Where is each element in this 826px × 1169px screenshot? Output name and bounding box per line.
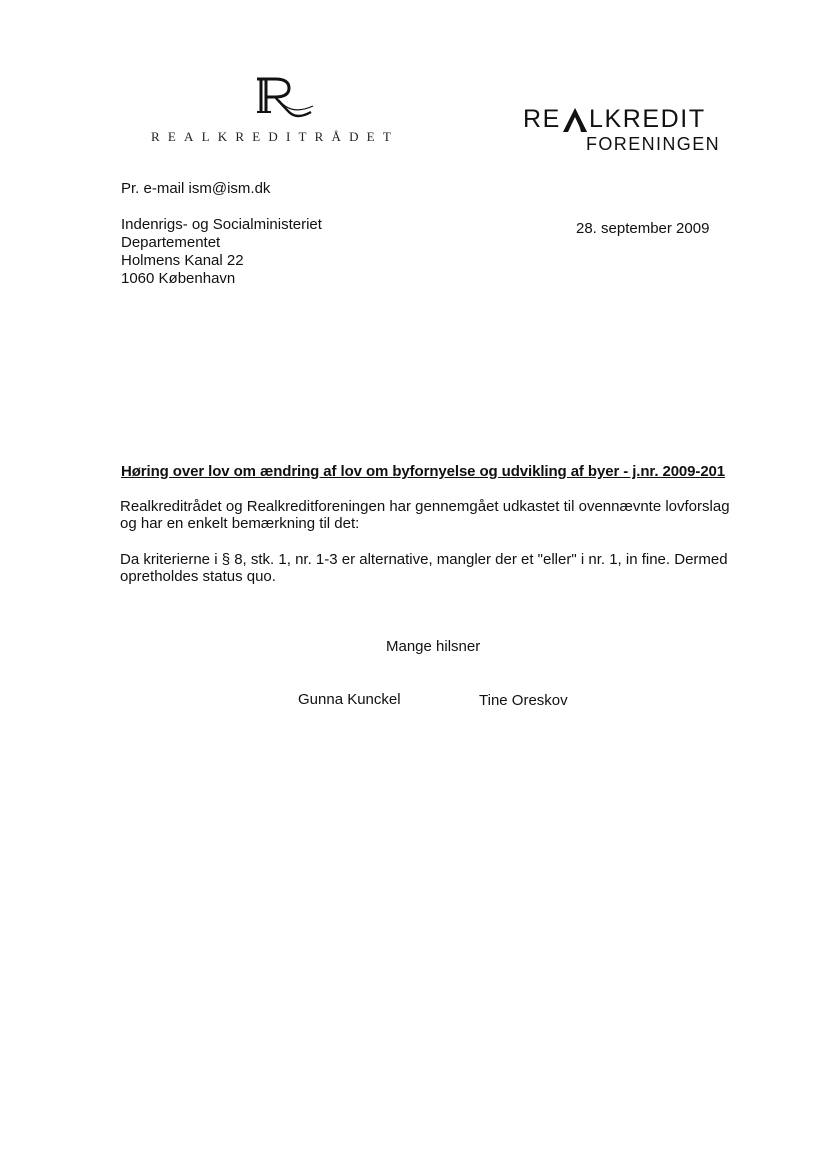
rr-name-text: REALKREDITRÅDET bbox=[151, 129, 399, 144]
body-line: og har en enkelt bemærkning til det: bbox=[120, 515, 360, 532]
address-line: Holmens Kanal 22 bbox=[121, 252, 244, 269]
subject-heading: Høring over lov om ændring af lov om byfornyelse og udvikling af byer - j.nr. 2009-201 bbox=[121, 463, 726, 480]
signatory-name: Tine Oreskov bbox=[479, 692, 568, 709]
rr-monogram-icon bbox=[255, 76, 317, 122]
rk-wordmark-bottom: FORENINGEN bbox=[586, 134, 721, 154]
letter-date: 28. september 2009 bbox=[576, 220, 710, 237]
body-paragraph-1 bbox=[120, 498, 760, 532]
realkreditforeningen-logo bbox=[523, 100, 733, 160]
body-line: Realkreditrådet og Realkreditforeningen har gennemgået udkastet til ovennævnte lovforslag bbox=[120, 498, 730, 515]
rk-wordmark-part2: LKREDIT bbox=[588, 105, 706, 133]
body-line: opretholdes status quo. bbox=[120, 568, 276, 585]
rk-wordmark-top bbox=[523, 105, 706, 134]
delivery-line: Pr. e-mail ism@ism.dk bbox=[121, 180, 271, 197]
closing-salutation: Mange hilsner bbox=[386, 638, 481, 655]
recipient-address bbox=[121, 216, 322, 288]
address-line: 1060 København bbox=[121, 270, 236, 287]
realkreditraadet-logo bbox=[140, 76, 410, 148]
address-line: Departementet bbox=[121, 234, 221, 251]
body-paragraph-2 bbox=[120, 551, 760, 585]
roof-triangle-icon bbox=[562, 106, 588, 132]
signatory-name: Gunna Kunckel bbox=[298, 691, 401, 708]
body-line: Da kriterierne i § 8, stk. 1, nr. 1-3 er alternative, mangler der et "eller" i nr. 1, in fine. Dermed bbox=[120, 551, 728, 568]
address-line: Indenrigs- og Socialministeriet bbox=[121, 216, 322, 233]
rk-wordmark-part1: RE bbox=[523, 105, 561, 133]
